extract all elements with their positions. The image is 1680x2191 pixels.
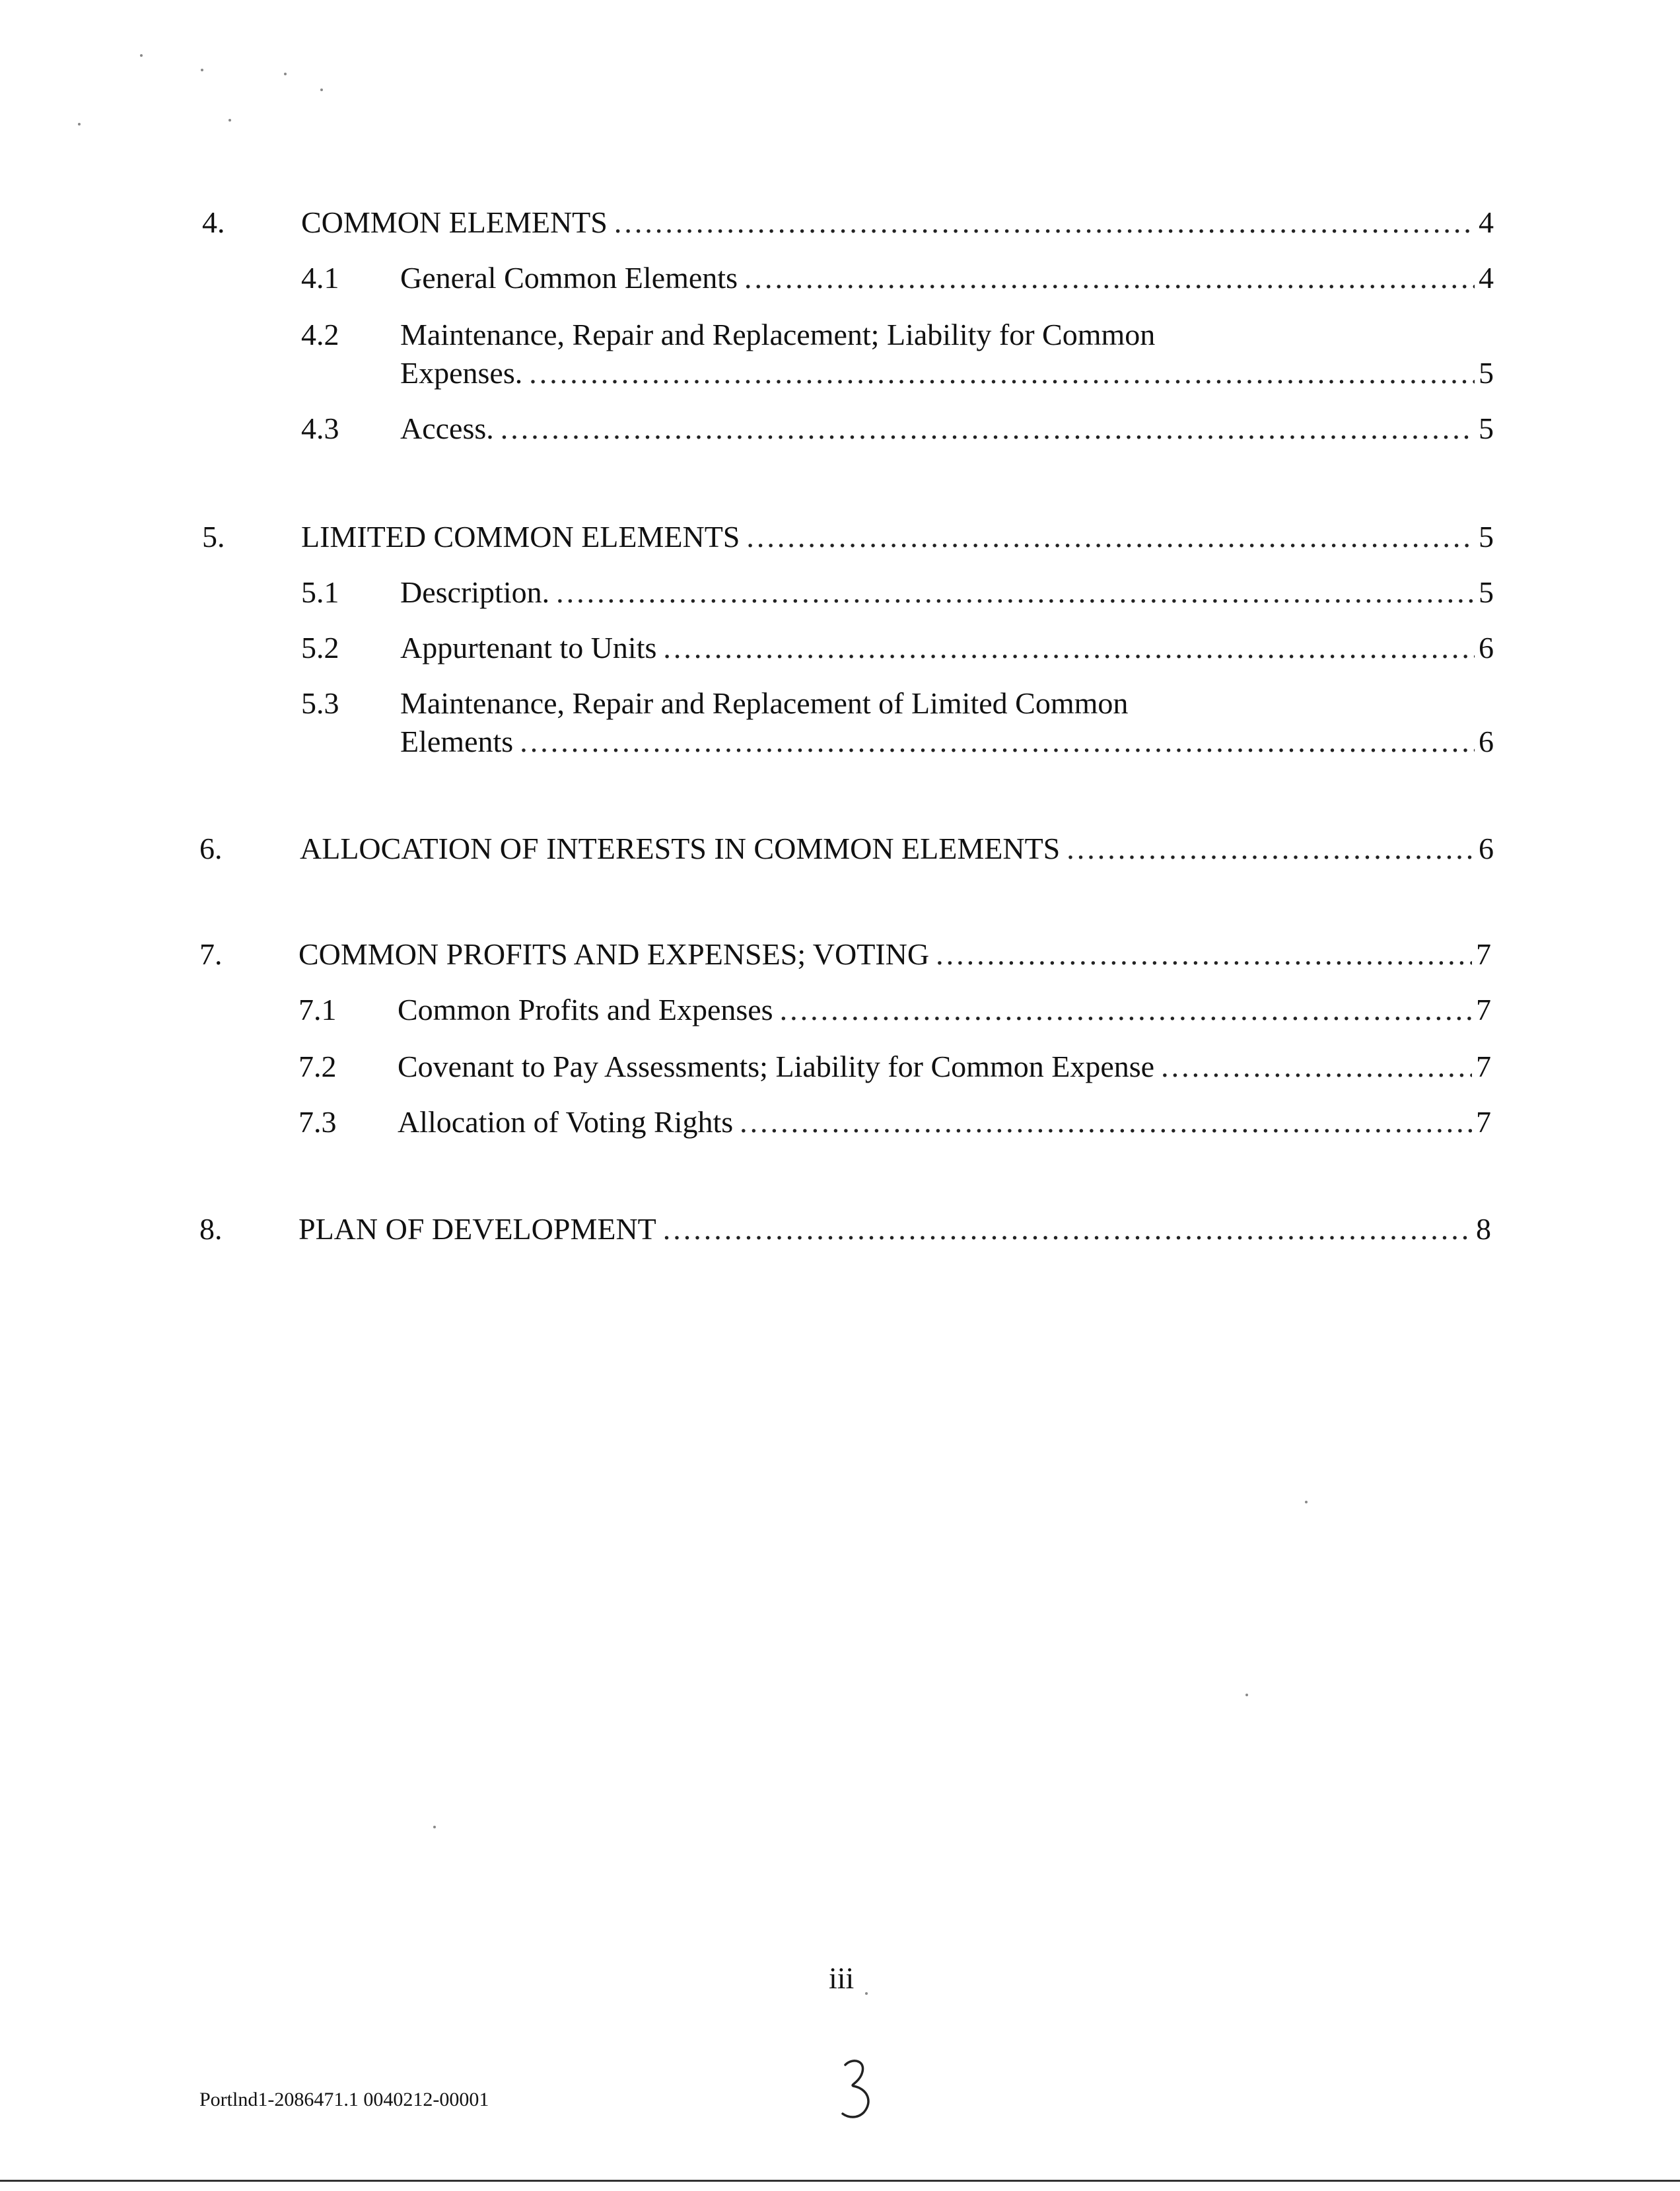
toc-title: ALLOCATION OF INTERESTS IN COMMON ELEMENTS [300, 832, 1061, 865]
toc-page-number: 6 [1479, 832, 1494, 865]
toc-title: Allocation of Voting Rights [398, 1105, 734, 1139]
toc-page-number: 5 [1479, 356, 1494, 390]
toc-line [400, 723, 1494, 761]
toc-title: Common Profits and Expenses [398, 993, 773, 1026]
toc-line [400, 629, 1494, 667]
toc-title: Description. [400, 575, 550, 609]
toc-page-number: 6 [1479, 631, 1494, 664]
dot-leader [1161, 1048, 1472, 1086]
toc-line [300, 830, 1494, 868]
dot-leader [614, 203, 1475, 242]
toc-page-number: 4 [1479, 261, 1494, 295]
dot-leader [663, 629, 1475, 667]
toc-line [301, 518, 1494, 556]
toc-page-number: 5 [1479, 412, 1494, 445]
dot-leader [746, 518, 1475, 556]
dot-leader [744, 259, 1475, 297]
toc-number: 5. [202, 520, 225, 554]
toc-title-line-2: Expenses. [400, 356, 523, 390]
toc-line [298, 935, 1491, 974]
scan-speck [284, 73, 287, 75]
toc-number: 7.3 [298, 1105, 337, 1139]
bottom-scan-edge [0, 2180, 1680, 2182]
toc-number: 4.1 [301, 261, 339, 295]
toc-title: Access. [400, 412, 494, 445]
toc-line [301, 203, 1494, 242]
toc-page-number: 7 [1476, 1050, 1491, 1083]
toc-number: 4.2 [301, 318, 339, 351]
toc-line [298, 1210, 1491, 1248]
scan-speck [865, 1992, 868, 1995]
dot-leader [936, 935, 1472, 974]
scan-speck [1305, 1501, 1308, 1503]
toc-line [398, 1103, 1491, 1141]
toc-title: PLAN OF DEVELOPMENT [298, 1212, 656, 1246]
toc-number: 7. [199, 937, 223, 971]
toc-number: 8. [199, 1212, 223, 1246]
toc-title-line-1: Maintenance, Repair and Replacement; Liability for Common [400, 318, 1156, 351]
dot-leader [740, 1103, 1472, 1141]
toc-number: 4. [202, 205, 225, 239]
document-id: Portlnd1-2086471.1 0040212-00001 [199, 2089, 489, 2110]
toc-page-number: 5 [1479, 520, 1494, 554]
dot-leader [501, 410, 1475, 448]
toc-title: Covenant to Pay Assessments; Liability for Common Expense [398, 1050, 1155, 1083]
scan-speck [320, 89, 323, 91]
toc-title: COMMON PROFITS AND EXPENSES; VOTING [298, 937, 930, 971]
toc-title-line-1: Maintenance, Repair and Replacement of Limited Common [400, 686, 1129, 720]
scan-speck [140, 54, 143, 57]
dot-leader [780, 991, 1472, 1029]
toc-page-number: 5 [1479, 575, 1494, 609]
toc-number: 6. [199, 832, 223, 865]
toc-number: 4.3 [301, 412, 339, 445]
handwritten-page-number [833, 2056, 880, 2122]
dot-leader [556, 573, 1475, 612]
scan-speck [201, 69, 203, 71]
toc-page-number: 7 [1476, 1105, 1491, 1139]
scan-speck [78, 123, 81, 126]
scan-speck [228, 119, 231, 122]
toc-line [400, 259, 1494, 297]
toc-page-number: 7 [1476, 937, 1491, 971]
dot-leader [529, 354, 1475, 392]
toc-line [398, 1048, 1491, 1086]
toc-number: 7.1 [298, 993, 337, 1026]
toc-number: 7.2 [298, 1050, 337, 1083]
toc-title-line-2: Elements [400, 725, 514, 758]
toc-number: 5.2 [301, 631, 339, 664]
toc-title: General Common Elements [400, 261, 738, 295]
toc-title: Appurtenant to Units [400, 631, 657, 664]
dot-leader [520, 723, 1475, 761]
toc-title: LIMITED COMMON ELEMENTS [301, 520, 740, 554]
toc-number: 5.3 [301, 686, 339, 720]
scan-speck [433, 1826, 436, 1828]
toc-page-number: 8 [1476, 1212, 1491, 1246]
dot-leader [1067, 830, 1475, 868]
toc-page-number: 6 [1479, 725, 1494, 758]
toc-line [398, 991, 1491, 1029]
toc-title: COMMON ELEMENTS [301, 205, 608, 239]
toc-page-number: 7 [1476, 993, 1491, 1026]
toc-line [400, 354, 1494, 392]
toc-number: 5.1 [301, 575, 339, 609]
toc-page-number: 4 [1479, 205, 1494, 239]
dot-leader [663, 1210, 1472, 1248]
toc-line [400, 573, 1494, 612]
scan-speck [1245, 1694, 1248, 1696]
page-number-roman: iii [829, 1961, 855, 1995]
toc-line [400, 410, 1494, 448]
